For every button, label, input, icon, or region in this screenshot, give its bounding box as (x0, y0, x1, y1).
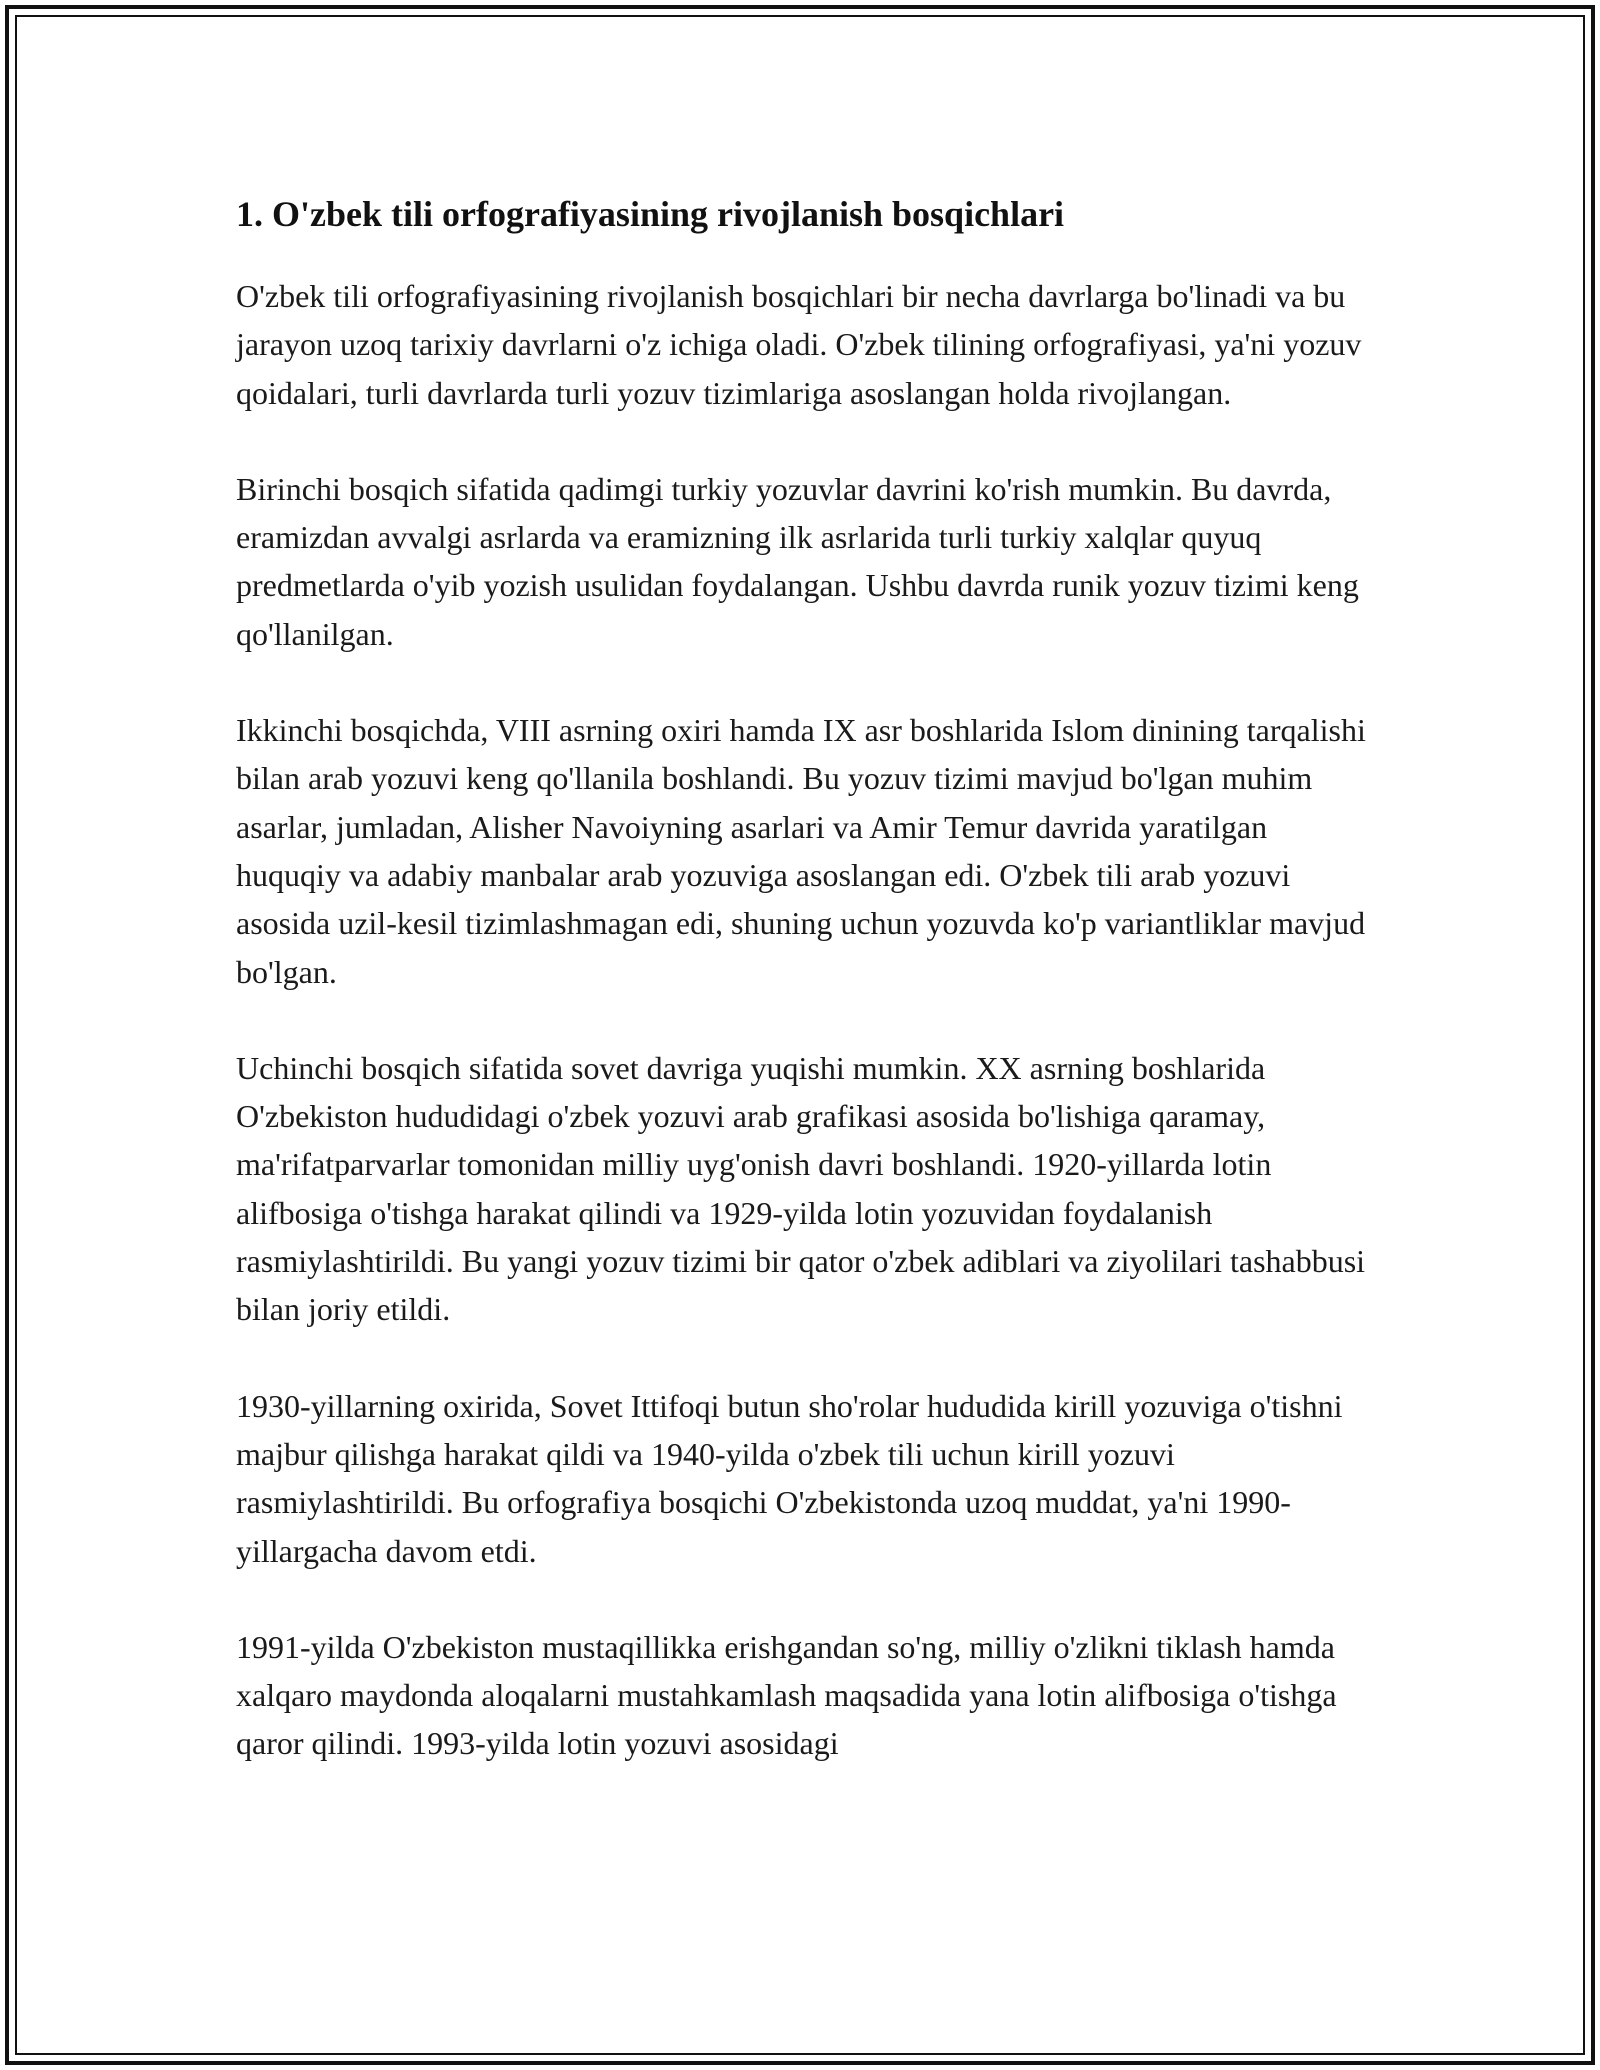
paragraph-first-stage: Birinchi bosqich sifatida qadimgi turkiy yozuvlar davrini ko'rish mumkin. Bu davrda, eramizdan avvalgi asrlarda va eramizning ilk asrlarida turli turkiy xalqlar quyuq predmetlarda o'yib yozish usulidan foydalangan. Ushbu davrda runik yozuv tizimi keng qo'llanilgan. (236, 470, 1359, 652)
paragraph-independence-period: 1991-yilda O'zbekiston mustaqillikka erishgandan so'ng, milliy o'zlikni tiklash hamda xalqaro maydonda aloqalarni mustahkamlash maqsadida yana lotin alifbosiga o'tishga qaror qilindi. 1993-yilda lotin yozuvi asosidagi (236, 1628, 1337, 1762)
paragraph-intro: O'zbek tili orfografiyasining rivojlanish bosqichlari bir necha davrlarga bo'linadi va bu jarayon uzoq tarixiy davrlarni o'z ichiga oladi. O'zbek tilining orfografiyasi, ya'ni yozuv qoidalari, turli davrlarda turli yozuv tizimlariga asoslangan holda rivojlangan. (236, 278, 1362, 411)
document-body (236, 186, 1376, 1816)
paragraph-second-stage: Ikkinchi bosqichda, VIII asrning oxiri hamda IX asr boshlarida Islom dinining tarqalishi bilan arab yozuvi keng qo'llanila boshlandi. Bu yozuv tizimi mavjud bo'lgan muhim asarlar, jumladan, Alisher Navoiyning asarlari va Amir Temur davrida yaratilgan huquqiy va adabiy manbalar arab yozuviga asoslangan edi. O'zbek tili arab yozuvi asosida uzil-kesil tizimlashmagan edi, shuning uchun yozuvda ko'p variantliklar mavjud bo'lgan. (236, 712, 1366, 990)
paragraph-third-stage: Uchinchi bosqich sifatida sovet davriga yuqishi mumkin. XX asrning boshlarida O'zbekiston hududidagi o'zbek yozuvi arab grafikasi asosida bo'lishiga qaramay, ma'rifatparvarlar tomonidan milliy uyg'onish davri boshlandi. 1920-yillarda lotin alifbosiga o'tishga harakat qilindi va 1929-yilda lotin yozuvidan foydalanish rasmiylashtirildi. Bu yangi yozuv tizimi bir qator o'zbek adiblari va ziyolilari tashabbusi bilan joriy etildi. (236, 1049, 1366, 1328)
section-heading: 1. O'zbek tili orfografiyasining rivojlanish bosqichlari (236, 194, 1065, 234)
paragraph-cyrillic-period: 1930-yillarning oxirida, Sovet Ittifoqi butun sho'rolar hududida kirill yozuviga o'tishni majbur qilishga harakat qildi va 1940-yilda o'zbek tili uchun kirill yozuvi rasmiylashtirildi. Bu orfografiya bosqichi O'zbekistonda uzoq muddat, ya'ni 1990-yillargacha davom etdi. (236, 1387, 1343, 1569)
